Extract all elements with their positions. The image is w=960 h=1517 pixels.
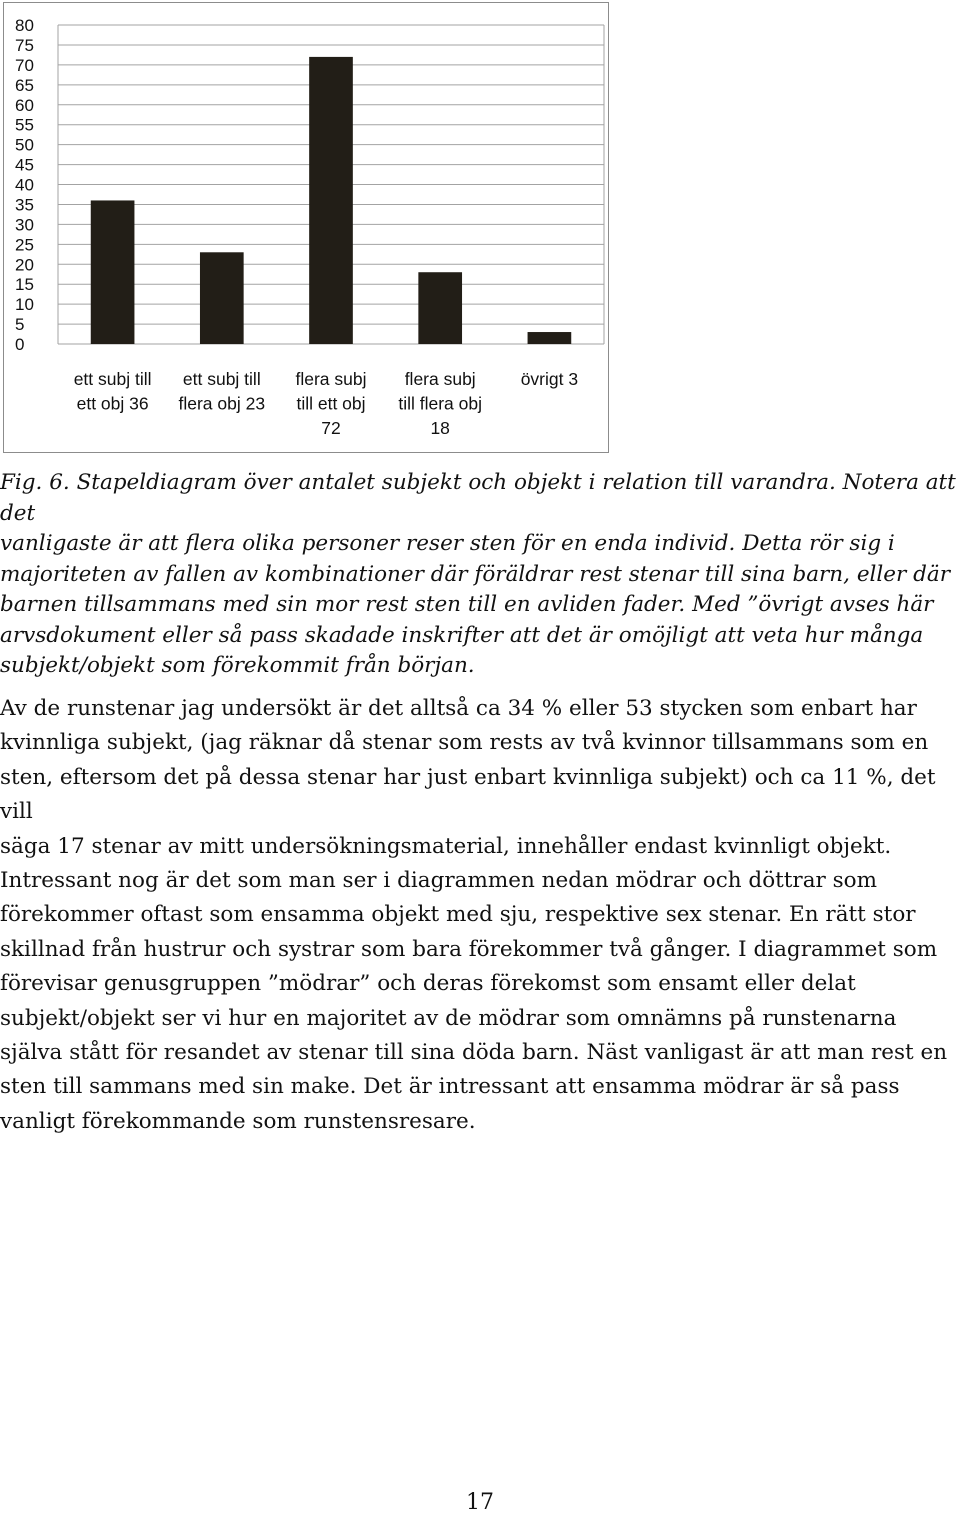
y-tick-label: 70 <box>15 55 34 75</box>
y-tick-label: 80 <box>15 16 34 35</box>
x-tick-label: 18 <box>430 418 450 438</box>
caption-line: barnen tillsammans med sin mor rest sten till en avliden fader. Med ”övrigt avses här <box>0 592 934 617</box>
y-tick-label: 0 <box>15 335 25 354</box>
caption-line: majoriteten av fallen av kombinationer där föräldrar rest stenar till sina barn, eller där <box>0 561 950 587</box>
body-line: vanligt förekommande som runstensresare. <box>0 1108 476 1134</box>
y-tick-label: 75 <box>15 35 34 55</box>
y-tick-label: 20 <box>15 255 34 275</box>
figure-caption <box>0 468 960 682</box>
bar <box>528 332 572 344</box>
body-line: subjekt/objekt ser vi hur en majoritet av de mödrar som omnämns på runstenarna <box>0 1005 897 1031</box>
bar <box>309 57 353 344</box>
caption-line: arvsdokument eller så pass skadade inskrifter att det är omöjligt att veta hur många <box>0 622 924 648</box>
x-tick-label: ett subj till <box>182 369 261 389</box>
bar-chart-svg <box>4 3 610 454</box>
y-tick-label: 40 <box>15 175 34 195</box>
y-tick-label: 25 <box>15 235 34 255</box>
x-tick-label: flera subj <box>295 369 367 389</box>
y-tick-label: 10 <box>15 295 34 315</box>
x-tick-label: till ett obj <box>296 393 366 414</box>
y-tick-label: 45 <box>15 155 34 175</box>
caption-line: subjekt/objekt som förekommit från början. <box>0 653 475 678</box>
body-paragraph <box>0 692 960 1139</box>
body-line: förekommer oftast som ensamma objekt med sju, respektive sex stenar. En rätt stor <box>0 902 916 928</box>
caption-line: vanligaste är att flera olika personer reser sten för en enda individ. Detta rör sig i <box>0 531 895 556</box>
y-tick-label: 35 <box>15 195 34 215</box>
y-tick-label: 60 <box>15 95 34 115</box>
body-line: sten, eftersom det på dessa stenar har just enbart kvinnliga subjekt) och ca 11 %, det vill <box>0 764 936 825</box>
x-tick-label: till flera obj <box>398 393 483 414</box>
y-tick-label: 50 <box>15 135 34 155</box>
y-tick-label: 65 <box>15 75 34 95</box>
body-line: kvinnliga subjekt, (jag räknar då stenar som rests av två kvinnor tillsammans som en <box>0 730 929 756</box>
x-tick-label: flera subj <box>404 369 476 389</box>
y-tick-label: 5 <box>15 315 25 335</box>
body-line: förevisar genusgruppen ”mödrar” och deras förekomst som ensamt eller delat <box>0 971 856 997</box>
y-tick-label: 30 <box>15 215 34 235</box>
body-line: Av de runstenar jag undersökt är det alltså ca 34 % eller 53 stycken som enbart har <box>0 696 917 721</box>
bar <box>418 272 462 344</box>
bar <box>200 252 244 344</box>
x-tick-label: ett subj till <box>73 369 152 389</box>
x-tick-label: ett obj 36 <box>76 393 149 414</box>
body-line: sten till sammans med sin make. Det är intressant att ensamma mödrar är så pass <box>0 1074 900 1100</box>
bar <box>91 200 135 344</box>
body-line: Intressant nog är det som man ser i diagrammen nedan mödrar och döttrar som <box>0 868 877 894</box>
body-line: skillnad från hustrur och systrar som bara förekommer två gånger. I diagrammet som <box>0 936 938 962</box>
caption-line: Fig. 6. Stapeldiagram över antalet subjekt och objekt i relation till varandra. Notera att det <box>0 470 956 526</box>
x-tick-label: övrigt 3 <box>520 369 579 389</box>
y-tick-label: 55 <box>15 115 34 135</box>
y-tick-label: 15 <box>15 275 34 295</box>
body-line: säga 17 stenar av mitt undersökningsmaterial, innehåller endast kvinnligt objekt. <box>0 833 892 859</box>
page-number: 17 <box>466 1490 494 1515</box>
x-tick-label: 72 <box>321 418 341 438</box>
body-line: själva stått för resandet av stenar till sina döda barn. Näst vanligast är att man rest en <box>0 1040 948 1066</box>
x-tick-label: flera obj 23 <box>178 393 266 414</box>
bar-chart <box>3 2 609 453</box>
